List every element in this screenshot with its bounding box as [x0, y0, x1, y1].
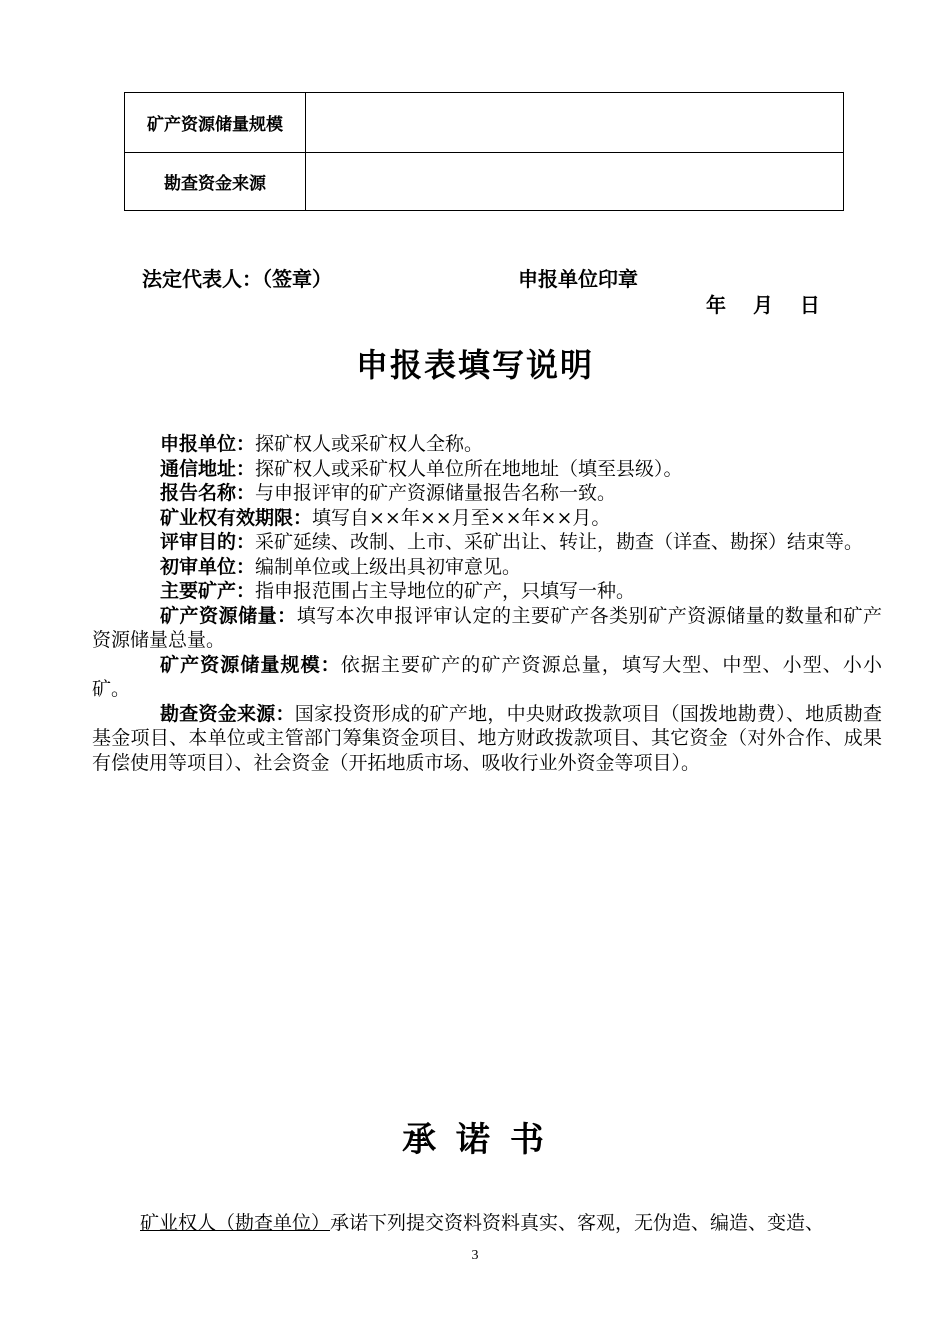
table-label: 勘查资金来源	[125, 153, 306, 211]
instruction-text: 依据主要矿产的矿产资源总量，填写大型、中型、小型、小小矿。	[92, 653, 882, 700]
instruction-term: 报告名称：	[160, 482, 256, 504]
instruction-term: 矿业权有效期限：	[160, 506, 313, 529]
instructions-title: 申报表填写说明	[355, 346, 594, 384]
table-label: 矿产资源储量规模	[125, 93, 306, 153]
instruction-text: 编制单位或上级出具初审意见。	[255, 555, 522, 578]
instruction-term: 主要矿产：	[160, 580, 256, 602]
instruction-term: 矿产资源储量规模：	[160, 653, 341, 676]
unit-seal-label: 申报单位印章	[518, 267, 638, 291]
instruction-text: 探矿权人或采矿权人全称。	[255, 433, 484, 455]
instruction-term: 矿产资源储量：	[160, 604, 297, 627]
instruction-item	[92, 702, 882, 776]
instruction-term: 评审目的：	[160, 531, 256, 553]
instruction-item	[92, 432, 882, 457]
instruction-item	[92, 481, 882, 506]
instruction-term: 通信地址：	[160, 457, 256, 480]
legal-representative-label: 法定代表人：（签章）	[142, 267, 332, 291]
instruction-text: 国家投资形成的矿产地，中央财政拨款项目（国拨地勘费）、地质勘查基金项目、本单位或主管部门筹集资金项目、地方财政拨款项目、其它资金（对外合作、成果有偿使用等项目）、社会资金（开拓地质市场、吸收行业外资金等项目）。	[92, 702, 882, 774]
table-value	[306, 93, 844, 153]
instruction-item	[92, 604, 882, 653]
instruction-term: 申报单位：	[160, 433, 256, 455]
instruction-text: 填写自××年××月至××年××月。	[312, 506, 611, 529]
date-label: 年 月 日	[706, 293, 820, 317]
instruction-item	[92, 506, 882, 531]
pledge-party: 矿业权人（勘查单位）	[140, 1212, 331, 1234]
instruction-item	[92, 653, 882, 702]
instruction-text: 采矿延续、改制、上市、采矿出让、转让，勘查（详查、勘探）结束等。	[255, 531, 864, 553]
instruction-item	[92, 579, 882, 604]
pledge-text: 承诺下列提交资料资料真实、客观，无伪造、编造、变造、	[330, 1212, 825, 1234]
page-number: 3	[471, 1248, 479, 1263]
instruction-item	[92, 530, 882, 555]
instruction-text: 指申报范围占主导地位的矿产，只填写一种。	[255, 580, 636, 602]
instruction-text: 探矿权人或采矿权人单位所在地地址（填至县级）。	[255, 457, 683, 480]
instruction-text: 与申报评审的矿产资源储量报告名称一致。	[255, 482, 617, 504]
table-row	[125, 153, 844, 211]
table-row	[125, 93, 844, 153]
instructions-body	[92, 432, 882, 775]
instruction-item	[92, 457, 882, 482]
instruction-item	[92, 555, 882, 580]
instruction-term: 初审单位：	[160, 555, 256, 578]
info-table	[124, 92, 844, 211]
instruction-term: 勘查资金来源：	[160, 702, 295, 725]
instruction-text: 填写本次申报评审认定的主要矿产各类别矿产资源储量的数量和矿产资源储量总量。	[92, 604, 882, 651]
pledge-title: 承 诺 书	[402, 1120, 548, 1160]
table-value	[306, 153, 844, 211]
pledge-paragraph	[92, 1208, 892, 1235]
